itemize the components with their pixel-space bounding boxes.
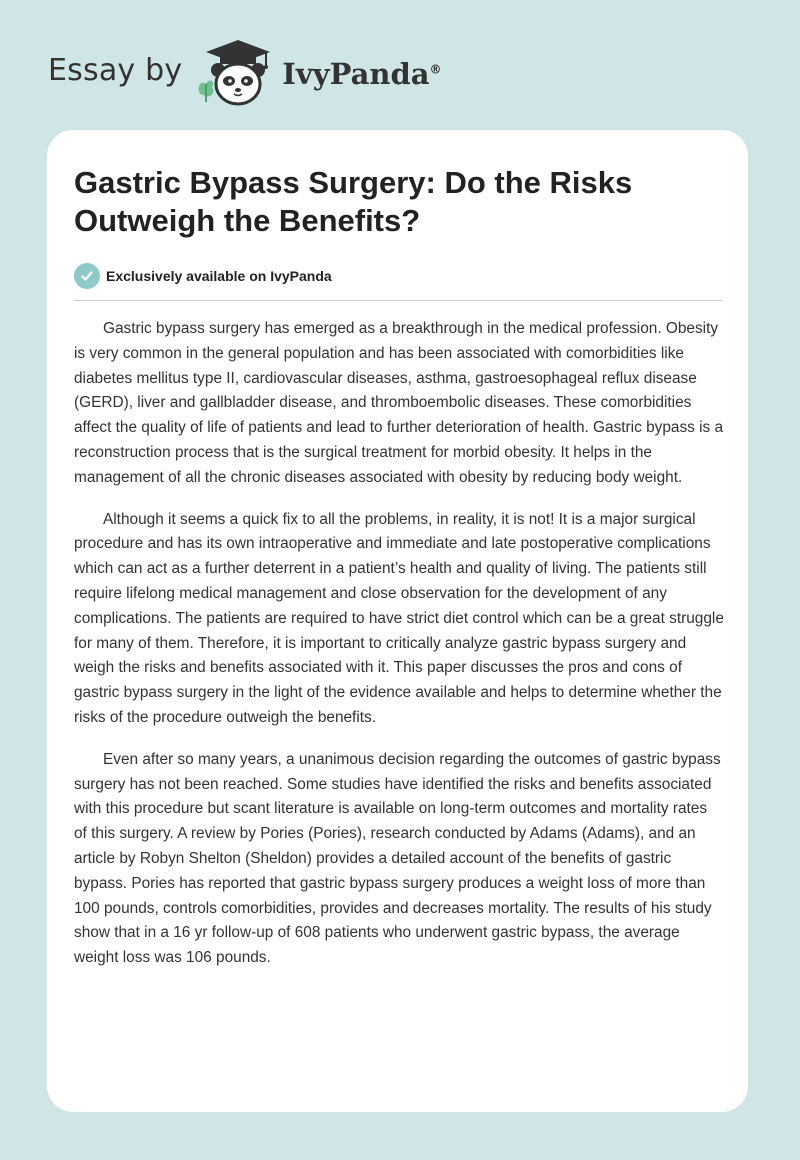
essay-card [47, 130, 748, 1112]
paragraph: Although it seems a quick fix to all the problems, in reality, it is not! It is a major surgical procedure and has its own intraoperative and immediate and late postoperative complications which can act as a further deterrent in a patient’s health and quality of living. The patients still require lifelong medical management and close observation for the development of any complications. The patients are required to have strict diet control which can be a great struggle for many of them. Therefore, it is important to critically analyze gastric bypass surgery and weigh the risks and benefits associated with it. This paper discusses the pros and cons of gastric bypass surgery in the light of the evidence available and helps to determine whether the risks of the procedure outweigh the benefits. [74, 510, 724, 726]
exclusive-label: Exclusively available on IvyPanda [106, 268, 332, 284]
paragraph: Even after so many years, a unanimous decision regarding the outcomes of gastric bypass surgery has not been reached. Some studies have identified the risks and benefits associated with this procedure but scant literature is available on long-term outcomes and mortality rates of this surgery. A review by Pories (Pories), research conducted by Adams (Adams), and an article by Robyn Shelton (Sheldon) provides a detailed account of the benefits of gastric bypass. Pories has reported that gastric bypass surgery produces a weight loss of more than 100 pounds, controls comorbidities, provides and decreases mortality. The results of his study show that in a 16 yr follow-up of 608 patients who underwent gastric bypass, the average weight loss was 106 pounds. [74, 750, 721, 967]
site-header [48, 36, 442, 108]
essay-body [74, 317, 724, 971]
exclusive-badge [74, 262, 722, 290]
check-circle-icon [74, 263, 100, 289]
essay-title: Gastric Bypass Surgery: Do the Risks Outweigh the Benefits? [74, 165, 633, 238]
brand-name[interactable] [282, 57, 441, 91]
panda-logo-icon[interactable] [190, 36, 276, 108]
divider [74, 300, 722, 301]
brand-label: IvyPanda [282, 57, 430, 91]
essay-by-label: Essay by [48, 52, 183, 88]
paragraph: Gastric bypass surgery has emerged as a breakthrough in the medical profession. Obesity is very common in the general population and has been associated with comorbidities like diabetes mellitus type II, cardiovascular diseases, asthma, gastroesophageal reflux disease (GERD), liver and gallbladder disease, and thromboembolic diseases. These comorbidities affect the quality of life of patients and lead to further deterioration of health. Gastric bypass is a reconstruction process that is the surgical treatment for morbid obesity. It helps in the management of all the chronic diseases associated with obesity by reducing body weight. [74, 320, 724, 486]
registered-mark: ® [429, 62, 442, 77]
